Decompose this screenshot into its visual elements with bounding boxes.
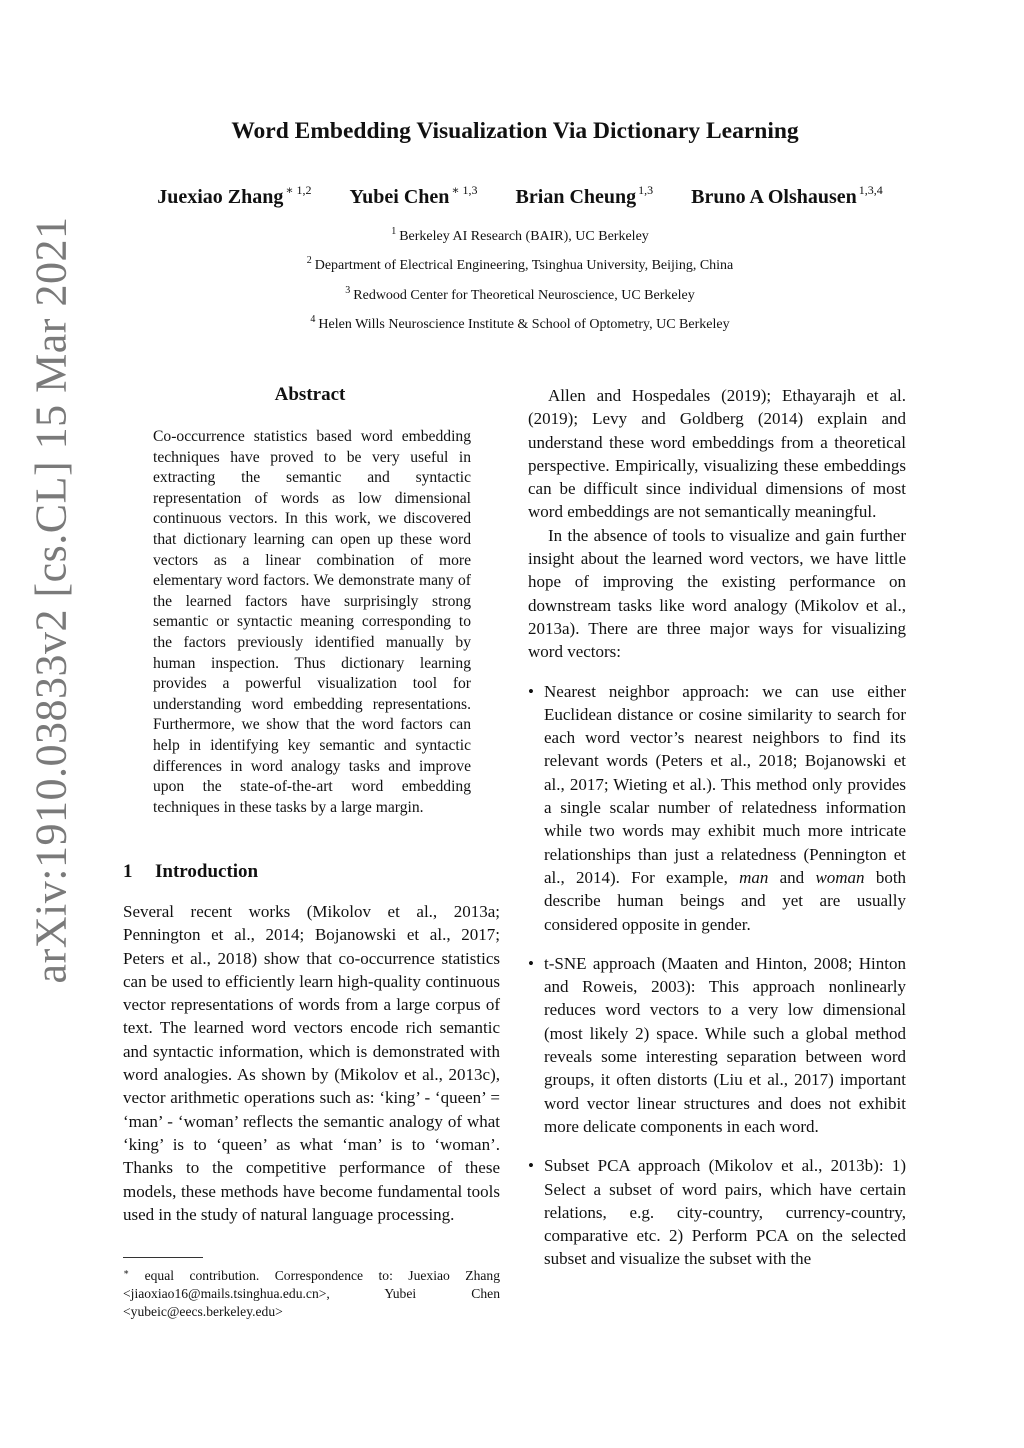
author-marks: 1,3,4: [858, 183, 883, 197]
abstract-heading: Abstract: [274, 384, 346, 405]
affiliation-text: Department of Electrical Engineering, Tsinghua University, Beijing, China: [314, 258, 734, 274]
affiliation-number: 3: [345, 284, 351, 296]
body-paragraph: In the absence of tools to visualize and gain further insight about the learned word vectors, we have little hope of improving the existing performance on downstream tasks like word analogy (Mikolov et al., 2013a). There are three major ways for visualizing word vectors:: [528, 525, 906, 662]
author: [350, 183, 478, 209]
footnote-text: equal contribution. Correspondence to: Juexiao Zhang <jiaoxiao16@mails.tsinghua.edu.cn>, Yubei Chen <yubeic@eecs.berkeley.edu>: [123, 1268, 500, 1319]
affiliation: [120, 308, 920, 337]
body-paragraph: Allen and Hospedales (2019); Ethayarajh et al. (2019); Levy and Goldberg (2014) explain and understand these word embeddings from a theoretical perspective. Empirically, visualizing these embeddings can be difficult since individual dimensions of most word embeddings are not semantically meaningful.: [528, 386, 906, 522]
affiliation-text: Berkeley AI Research (BAIR), UC Berkeley: [399, 229, 649, 244]
list-item-text: both describe human beings and yet are usually considered opposite in gender.: [544, 867, 907, 934]
author-marks: ∗ 1,3: [451, 183, 478, 197]
footnote-mark: ∗: [123, 1267, 130, 1277]
abstract-body: Co-occurrence statistics based word embedding techniques have proved to be very useful in extracting the semantic and syntactic representation of words as low dimensional continuous vectors. In this work, we discovered that dictionary learning can open up these word vectors as a linear combination of more elementary word factors. We demonstrate many of the learned factors have surprisingly strong semantic or syntactic meaning corresponding to the factors previously identified manually by human inspection. Thus dictionary learning provides a powerful visualization tool for understanding word embedding representations. Furthermore, we show that the word factors can help in identifying key semantic and syntactic differences in word analogy tasks and improve upon the state-of-the-art word embedding techniques in these tasks by a large margin.: [153, 428, 471, 816]
affiliation-text: Helen Wills Neuroscience Institute & School of Optometry, UC Berkeley: [318, 316, 730, 332]
bullet-icon: •: [528, 681, 534, 701]
author-marks: ∗ 1,2: [285, 183, 312, 197]
affiliation: [120, 220, 920, 249]
bullet-icon: •: [528, 1156, 534, 1176]
author: [691, 183, 883, 209]
list-item-text: Subset PCA approach (Mikolov et al., 2013b): 1) Select a subset of word pairs, which have certain relations, e.g. city-country, currency-country, comparative etc. 2) Perform PCA on the selected subset and visualize the subset with the: [544, 1156, 906, 1269]
footnote-rule: [123, 1257, 203, 1258]
list-item-text: and: [779, 867, 805, 887]
arxiv-sidebar-stamp: [6, 150, 96, 1050]
author: [516, 183, 654, 209]
affiliation-number: 1: [391, 226, 397, 237]
emphasis-man: man: [739, 867, 769, 887]
footnote: [123, 1263, 500, 1321]
affiliation-number: 2: [306, 255, 312, 267]
affiliation-number: 4: [310, 313, 316, 325]
visualization-approach-list: [528, 680, 906, 1271]
affiliation-text: Redwood Center for Theoretical Neuroscience, UC Berkeley: [353, 287, 695, 303]
affiliation: [120, 249, 920, 278]
author-name: Bruno A Olshausen: [691, 186, 857, 208]
author: [157, 183, 311, 209]
section-heading-introduction: [123, 861, 503, 883]
affiliation-list: [120, 220, 920, 337]
list-item-nearest-neighbor: [528, 680, 906, 936]
section-number: 1: [123, 861, 133, 882]
arxiv-id: arXiv:1910.03833v2 [cs.CL] 15 Mar 2021: [26, 216, 76, 984]
affiliation: [120, 279, 920, 308]
author-name: Yubei Chen: [349, 186, 450, 208]
list-item-text: Nearest neighbor approach: we can use either Euclidean distance or cosine similarity to search for each word vector’s nearest neighbors to find its relevant words (Peters et al., 2018; Bojanowski et al., 2017; Wieting et al.). This method only provides a single scalar number of relatedness information while two words may exhibit much more intricate relationships than just a relatedness (Pennington et al., 2014). For example,: [544, 681, 906, 887]
author-marks: 1,3: [638, 183, 654, 197]
list-item-tsne: [528, 952, 906, 1138]
author-list: [120, 183, 920, 209]
list-item-text: t-SNE approach (Maaten and Hinton, 2008; Hinton and Roweis, 2003): This approach nonlinearly reduces word vectors to a very low dimensional (most likely 2) space. While such a global method reveals some interesting separation between word groups, it often distorts (Liu et al., 2017) important word vector linear structures and does not exhibit more delicate components in each word.: [544, 953, 906, 1136]
author-name: Brian Cheung: [515, 186, 637, 208]
intro-paragraph: Several recent works (Mikolov et al., 2013a; Pennington et al., 2014; Bojanowski et al., 2017; Peters et al., 2018) show that co-occurrence statistics can be used to efficiently learn high-quality continuous vector representations of words from a large corpus of text. The learned word vectors encode rich semantic and syntactic information, which is demonstrated with word analogies. As shown by (Mikolov et al., 2013c), vector arithmetic operations such as: ‘king’ - ‘queen’ = ‘man’ - ‘woman’ reflects the semantic analogy of what ‘king’ is to ‘queen’ as what ‘man’ is to ‘woman’. Thanks to the competitive performance of these models, these methods have become fundamental tools used in the study of natural language processing.: [123, 902, 500, 1224]
list-item-subset-pca: [528, 1154, 906, 1270]
paper-title: Word Embedding Visualization Via Dictionary Learning: [231, 118, 799, 144]
emphasis-woman: woman: [815, 867, 865, 887]
bullet-icon: •: [528, 953, 534, 973]
author-name: Juexiao Zhang: [157, 186, 284, 208]
right-column: [528, 384, 906, 1271]
section-title: Introduction: [155, 861, 259, 882]
